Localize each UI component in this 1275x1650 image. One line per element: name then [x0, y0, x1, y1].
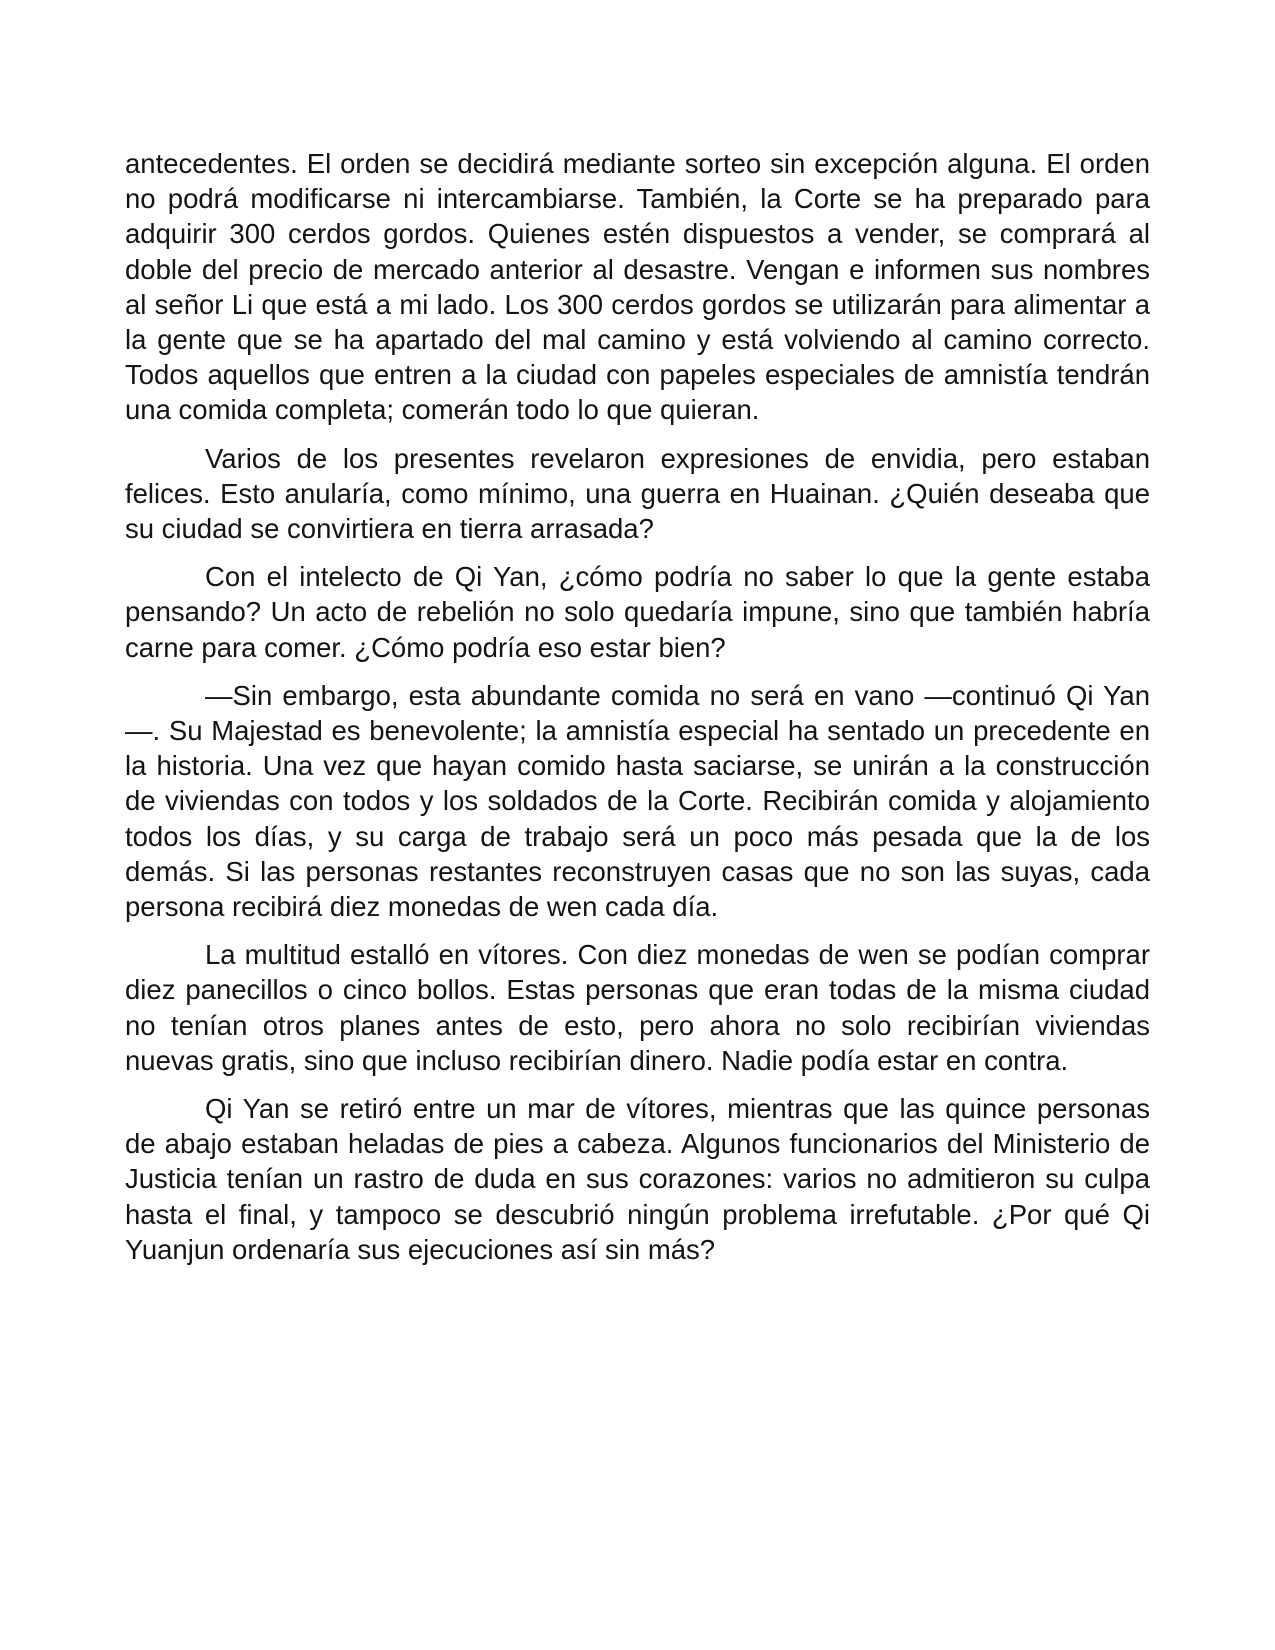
paragraph-4: —Sin embargo, esta abundante comida no será en vano —continuó Qi Yan—. Su Majestad es benevolente; la amnistía especial ha sentado un precedente en la historia. Una vez que hayan comido hasta saciarse, se unirán a la construcción de viviendas con todos y los soldados de la Corte. Recibirán comida y alojamiento todos los días, y su carga de trabajo será un poco más pesada que la de los demás. Si las personas restantes reconstruyen casas que no son las suyas, cada persona recibirá diez monedas de wen cada día.	[125, 679, 1150, 923]
paragraph-2: Varios de los presentes revelaron expresiones de envidia, pero estaban felices. Esto anularía, como mínimo, una guerra en Huainan. ¿Quién deseaba que su ciudad se convirtiera en tierra arrasada?	[125, 442, 1150, 545]
paragraph-3: Con el intelecto de Qi Yan, ¿cómo podría no saber lo que la gente estaba pensando? Un acto de rebelión no solo quedaría impune, sino que también habría carne para comer. ¿Cómo podría eso estar bien?	[125, 561, 1150, 663]
paragraph-5: La multitud estalló en vítores. Con diez monedas de wen se podían comprar diez panecillos o cinco bollos. Estas personas que eran todas de la misma ciudad no tenían otros planes antes de esto, pero ahora no solo recibirían viviendas nuevas gratis, sino que incluso recibirían dinero. Nadie podía estar en contra.	[125, 939, 1150, 1076]
paragraph-6: Qi Yan se retiró entre un mar de vítores, mientras que las quince personas de abajo estaban heladas de pies a cabeza. Algunos funcionarios del Ministerio de Justicia tenían un rastro de duda en sus corazones: varios no admitieron su culpa hasta el final, y tampoco se descubrió ningún problema irrefutable. ¿Por qué Qi Yuanjun ordenaría sus ejecuciones así sin más?	[125, 1093, 1150, 1265]
paragraph-1: antecedentes. El orden se decidirá mediante sorteo sin excepción alguna. El orden no podrá modificarse ni intercambiarse. También, la Corte se ha preparado para adquirir 300 cerdos gordos. Quienes estén dispuestos a vender, se comprará al doble del precio de mercado anterior al desastre. Vengan e informen sus nombres al señor Li que está a mi lado. Los 300 cerdos gordos se utilizarán para alimentar a la gente que se ha apartado del mal camino y está volviendo al camino correcto. Todos aquellos que entren a la ciudad con papeles especiales de amnistía tendrán una comida completa; comerán todo lo que quieran.	[125, 148, 1150, 426]
body-text	[125, 146, 1150, 1280]
